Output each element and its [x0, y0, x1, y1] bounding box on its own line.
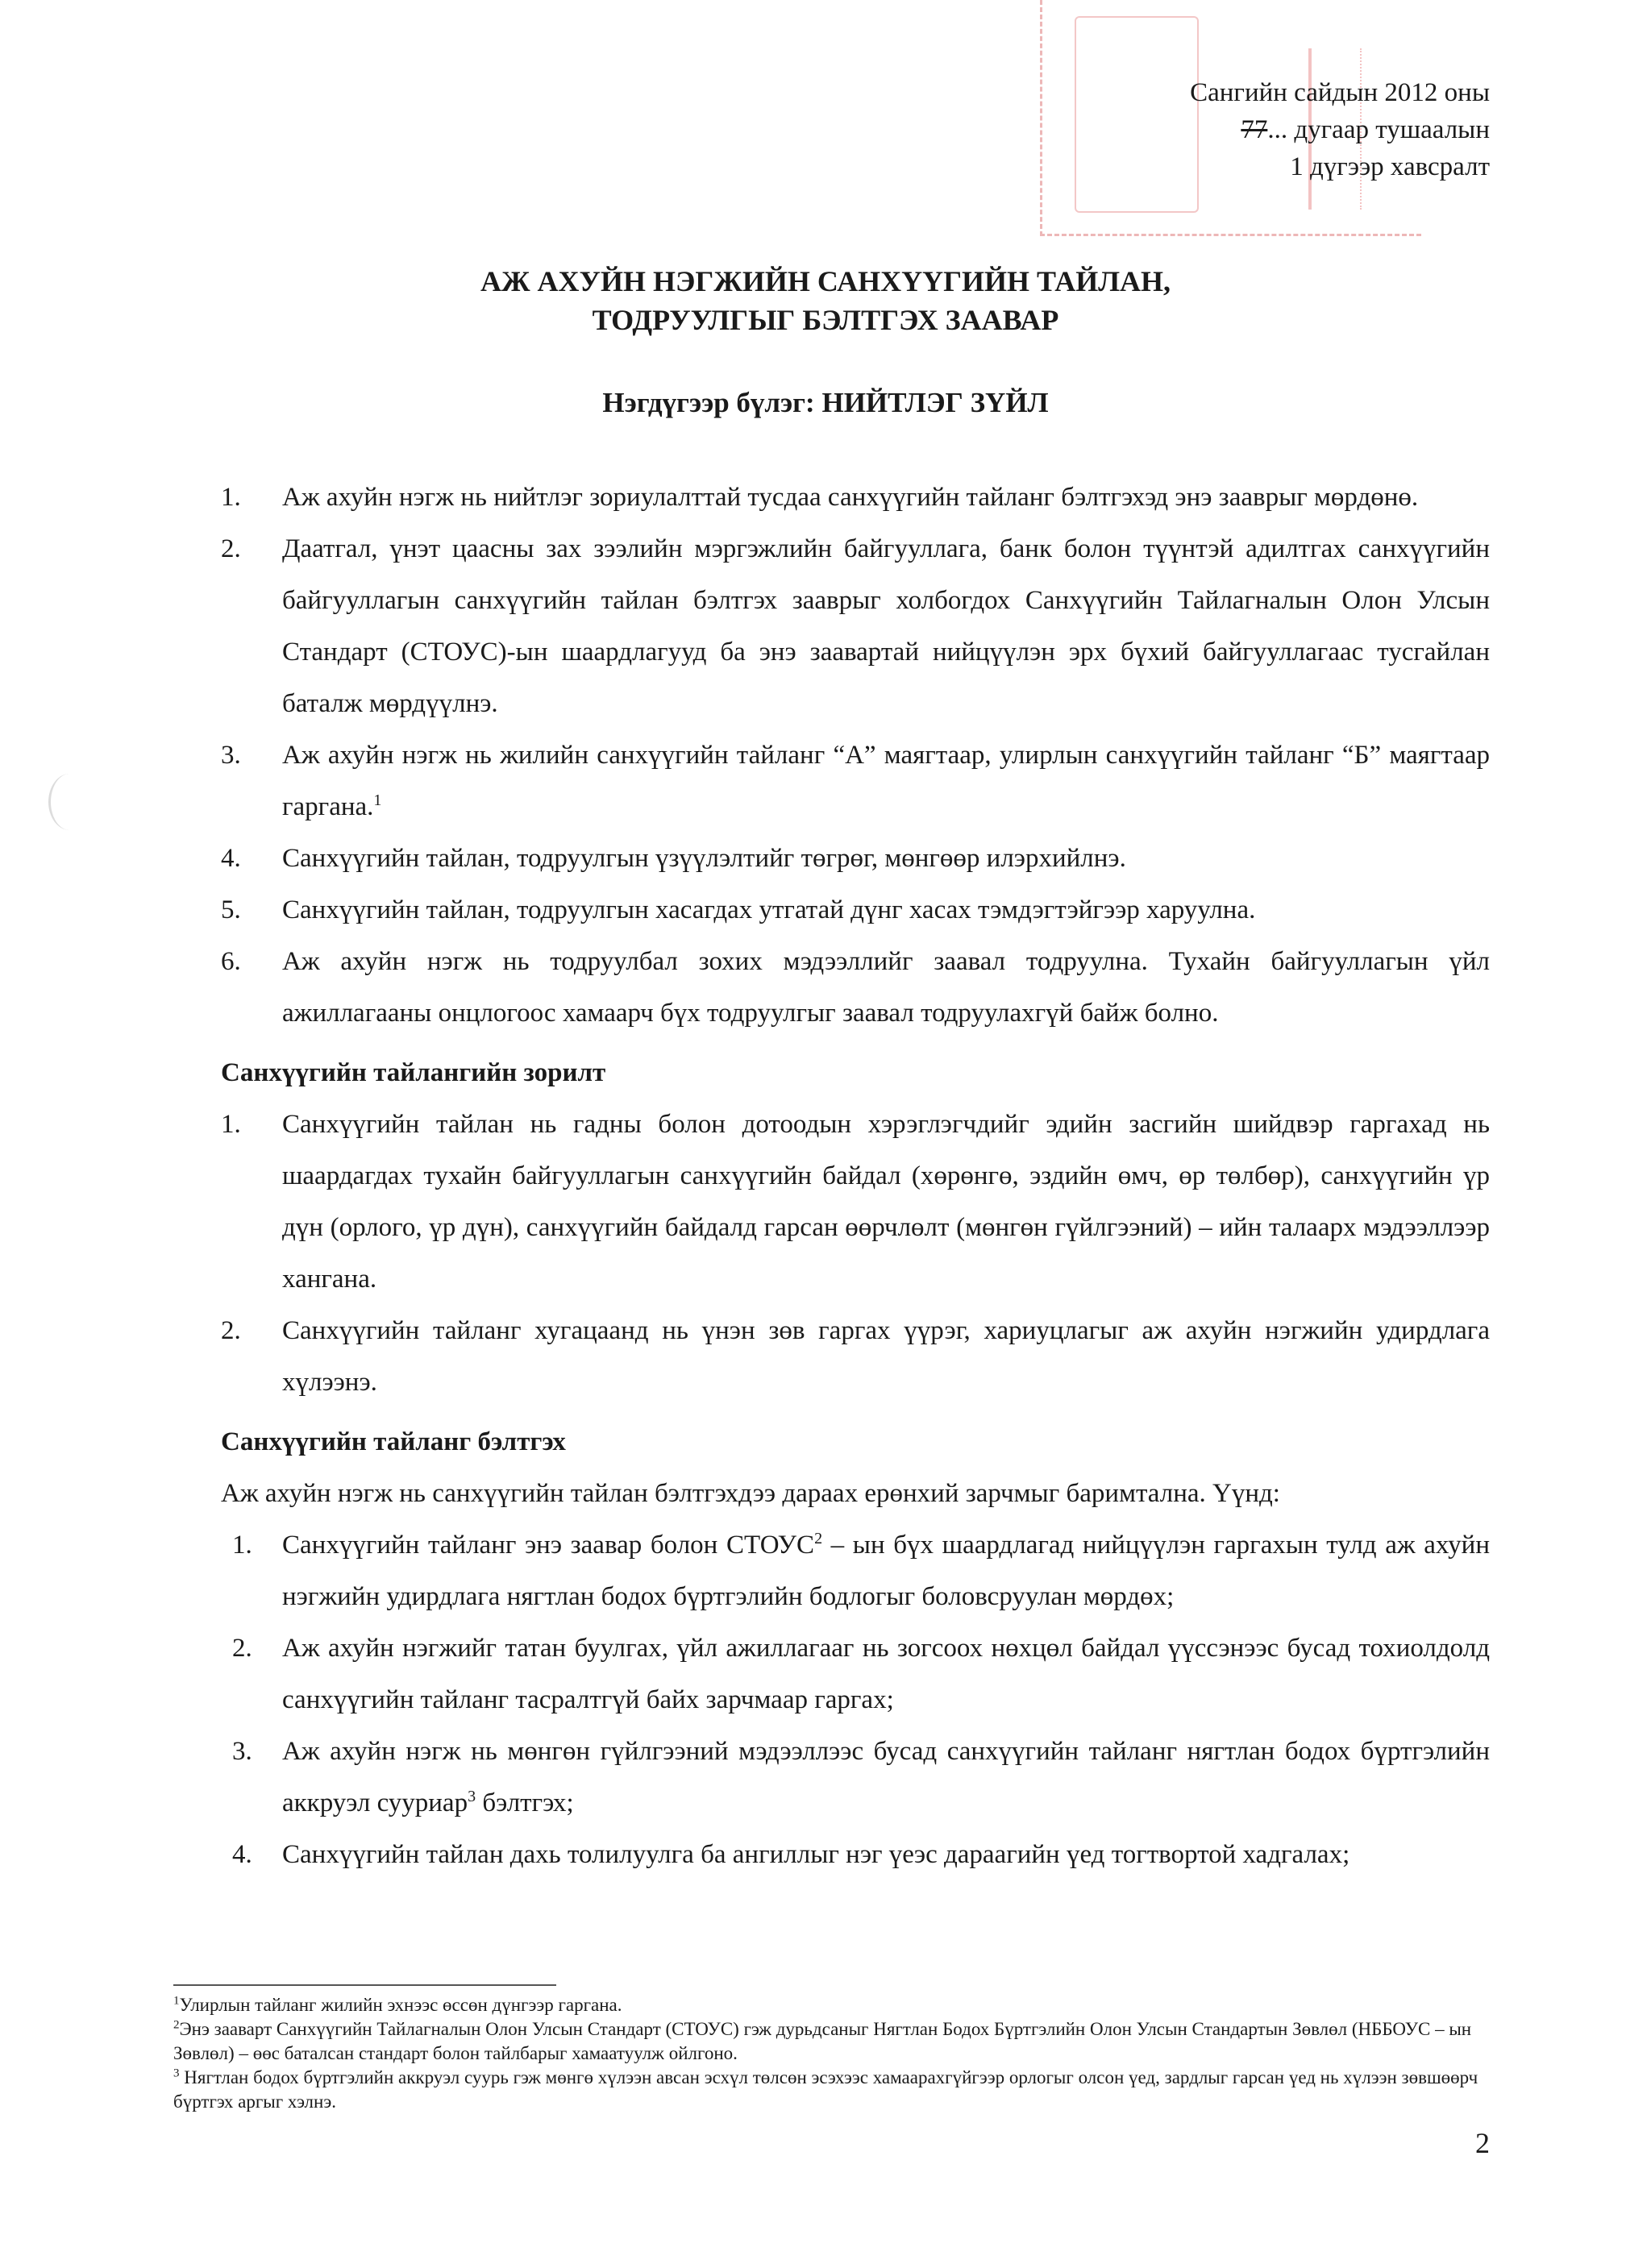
- item-number: 2.: [221, 1316, 241, 1345]
- item-number: 3.: [232, 1737, 252, 1766]
- item-number: 5.: [221, 895, 241, 924]
- annex-line-2-text: ... дугаар тушаалын: [1267, 115, 1490, 144]
- list-item: [221, 936, 1490, 1039]
- footnote-mark: 1: [173, 1994, 180, 2008]
- footnote-ref: 3: [468, 1788, 476, 1805]
- purpose-list: [221, 1099, 1490, 1408]
- item-text: Санхүүгийн тайлан, тодруулгын үзүүлэлтийг төгрөг, мөнгөөр илэрхийлнэ.: [282, 844, 1126, 873]
- footnote-text: Улирлын тайланг жилийн эхнээс өссөн дүнгээр гаргана.: [179, 1995, 622, 2015]
- item-number: 3.: [221, 741, 241, 770]
- item-number: 4.: [221, 844, 241, 873]
- footnote-divider: [173, 1984, 556, 1986]
- annex-line-1: Сангийн сайдын 2012 оны: [1190, 78, 1490, 107]
- footnote: [173, 2017, 1490, 2066]
- item-text: Аж ахуйн нэгжийг татан буулгах, үйл ажиллагааг нь зогсоох нөхцөл байдал үүссэнээс бусад тохиолдолд санхүүгийн тайланг тасралтгүй байх зарчмаар гаргах;: [282, 1634, 1490, 1714]
- footnote-text: Энэ зааварт Санхүүгийн Тайлагналын Олон Улсын Стандарт (СТОУС) гэж дурьдсаныг Нягтлан Бодох Бүртгэлийн Олон Улсын Стандартын Зөвлөл (НББОУС – ын Зөвлөл) – өөс баталсан стандарт болон тайлбарыг хамаатуулж ойлгоно.: [173, 2019, 1472, 2063]
- list-item: [221, 729, 1490, 833]
- list-item: [221, 833, 1490, 884]
- item-number: 2.: [232, 1634, 252, 1663]
- item-number: 1.: [232, 1531, 252, 1560]
- list-item: [221, 1829, 1490, 1880]
- prepare-heading: Санхүүгийн тайланг бэлтгэх: [221, 1427, 566, 1456]
- item-text: Санхүүгийн тайлан нь гадны болон дотоодын хэрэглэгчдийг эдийн засгийн шийдвэр гаргахад нь шаардагдах тухайн байгууллагын санхүүгийн байдал (хөрөнгө, эздийн өмч, өр төлбөр), санхүүгийн үр дүн (орлого, үр дүн), санхүүгийн байдалд гарсан өөрчлөлт (мөнгөн гүйлгээний) – ийн талаарх мэдээллээр хангана.: [282, 1110, 1490, 1294]
- document-body: [221, 471, 1490, 1880]
- prepare-intro: Аж ахуйн нэгж нь санхүүгийн тайлан бэлтгэхдээ дараах ерөнхий зарчмыг баримтална. Үүнд:: [221, 1479, 1280, 1508]
- annex-line-2: [1190, 111, 1490, 148]
- purpose-heading: Санхүүгийн тайлангийн зорилт: [221, 1058, 606, 1087]
- list-item: [221, 1726, 1490, 1829]
- item-number: 1.: [221, 483, 241, 512]
- footnote: [173, 1993, 1490, 2017]
- item-text: Санхүүгийн тайланг хугацаанд нь үнэн зөв гаргах үүрэг, хариуцлагыг аж ахуйн нэгжийн удирдлага хүлээнэ.: [282, 1316, 1490, 1397]
- item-text: Санхүүгийн тайлан дахь толилуулга ба ангиллыг нэг үеэс дараагийн үед тогтвортой хадгалах;: [282, 1840, 1350, 1869]
- chapter-heading: Нэгдүгээр бүлэг: НИЙТЛЭГ ЗҮЙЛ: [602, 387, 1049, 418]
- list-item: [221, 1305, 1490, 1408]
- item-text: Аж ахуйн нэгж нь тодруулбал зохих мэдээллийг заавал тодруулна. Тухайн байгууллагын үйл ажиллагааны онцлогоос хамаарч бүх тодруулгыг заавал тодруулахгүй байж болно.: [282, 947, 1490, 1028]
- item-text: Даатгал, үнэт цаасны зах зээлийн мэргэжлийн байгууллага, банк болон түүнтэй адилтгах санхүүгийн байгууллагын санхүүгийн тайлан бэлтгэх зааврыг холбогдох Санхүүгийн Тайлагналын Олон Улсын Стандарт (СТОУС)-ын шаардлагууд ба энэ заавартай нийцүүлэн эрх бүхий байгууллагаас тусгайлан баталж мөрдүүлнэ.: [282, 534, 1490, 718]
- footnote: [173, 2066, 1490, 2114]
- item-text: Аж ахуйн нэгж нь нийтлэг зориулалттай тусдаа санхүүгийн тайланг бэлтгэхэд энэ зааврыг мөрдөнө.: [282, 483, 1419, 512]
- item-number: 4.: [232, 1840, 252, 1869]
- item-text: Санхүүгийн тайлан, тодруулгын хасагдах утгатай дүнг хасах тэмдэгтэйгээр харуулна.: [282, 895, 1256, 924]
- title-line-1: АЖ АХУЙН НЭГЖИЙН САНХҮҮГИЙН ТАЙЛАН,: [480, 265, 1171, 297]
- item-text: Аж ахуйн нэгж нь жилийн санхүүгийн тайланг “А” маягтаар, улирлын санхүүгийн тайланг “Б” маягтаар гаргана.: [282, 741, 1490, 821]
- item-text-cont: – ын бүх шаардлагад нийцүүлэн гаргахын тулд аж ахуйн нэгжийн удирдлага нягтлан бодох бүртгэлийн бодлогыг боловсруулан мөрдөх;: [282, 1531, 1490, 1611]
- list-item: [221, 1099, 1490, 1305]
- list-item: [221, 471, 1490, 523]
- principles-list: [221, 1519, 1490, 1880]
- list-item: [221, 523, 1490, 729]
- title-line-2: ТОДРУУЛГЫГ БЭЛТГЭХ ЗААВАР: [592, 304, 1059, 336]
- document-title: [0, 262, 1651, 339]
- item-text-cont: бэлтгэх;: [476, 1788, 574, 1817]
- general-provisions-list: [221, 471, 1490, 1039]
- footnote-mark: 2: [173, 2018, 180, 2032]
- item-number: 2.: [221, 534, 241, 563]
- footnote-ref: 2: [814, 1530, 823, 1547]
- page-number: 2: [1475, 2127, 1490, 2159]
- annex-line-3: 1 дүгээр хавсралт: [1290, 152, 1490, 181]
- item-number: 6.: [221, 947, 241, 976]
- list-item: [221, 1519, 1490, 1622]
- item-text: Санхүүгийн тайланг энэ заавар болон СТОУС: [282, 1531, 815, 1560]
- item-text: Аж ахуйн нэгж нь мөнгөн гүйлгээний мэдээллээс бусад санхүүгийн тайланг нягтлан бодох бүртгэлийн аккруэл сууриар: [282, 1737, 1490, 1817]
- footnote-ref: 1: [373, 791, 382, 809]
- list-item: [221, 1622, 1490, 1726]
- list-item: [221, 884, 1490, 936]
- order-number: 77: [1241, 115, 1268, 144]
- footnotes: [173, 1993, 1490, 2114]
- footnote-mark: 3: [173, 2067, 180, 2080]
- item-number: 1.: [221, 1110, 241, 1139]
- order-annex-note: [1190, 74, 1490, 185]
- footnote-text: Нягтлан бодох бүртгэлийн аккруэл суурь гэж мөнгө хүлээн авсан эсхүл төлсөн эсэхээс хамаарахгүйгээр орлогыг олсон үед, зардлыг гарсан үед нь хүлээн зөвшөөрч бүртгэх аргыг хэлнэ.: [173, 2067, 1478, 2112]
- scan-margin-mark: [48, 774, 91, 830]
